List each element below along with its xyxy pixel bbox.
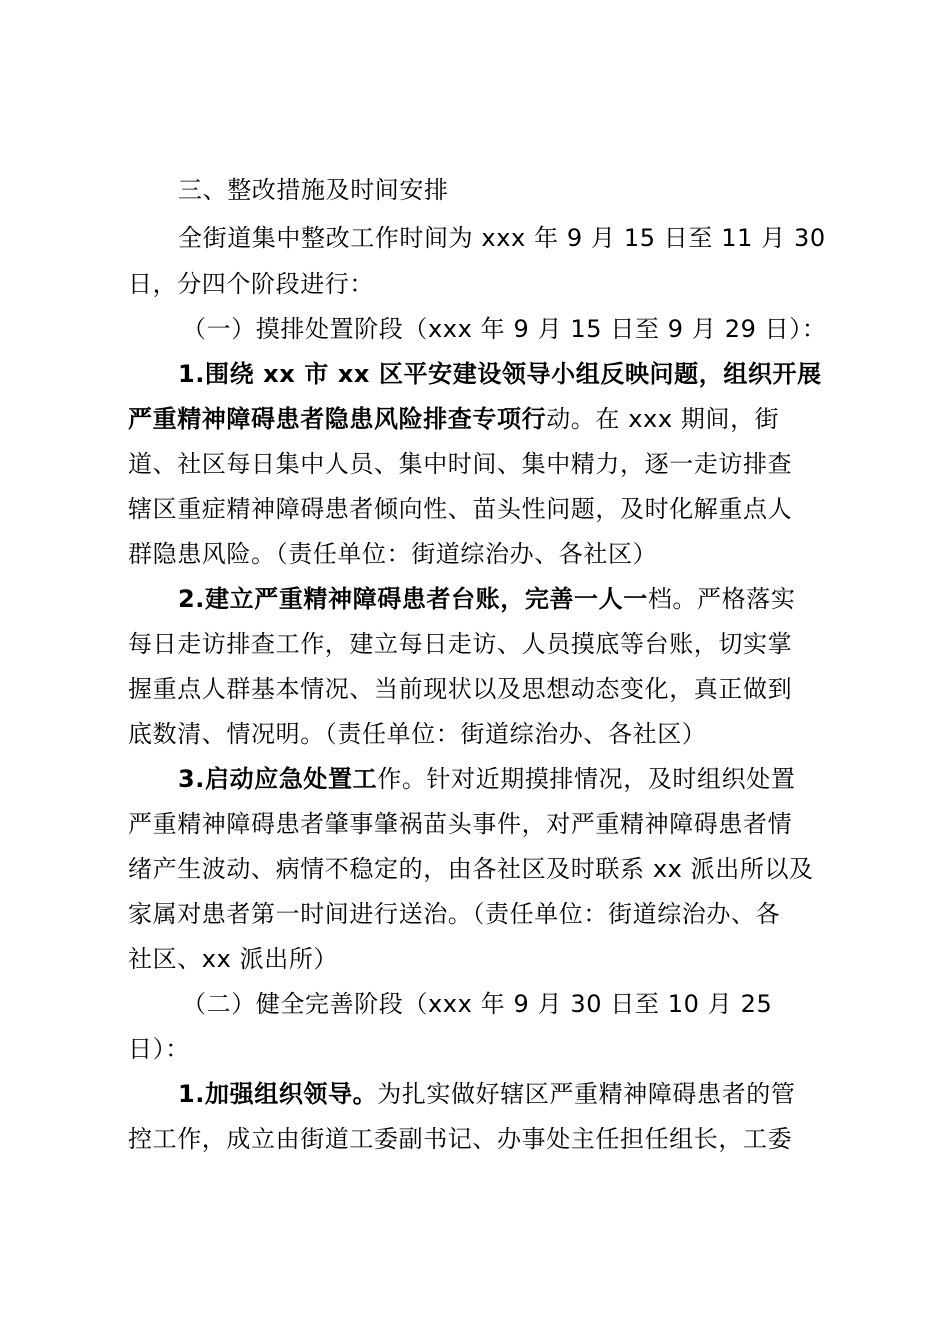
phase2-item1-line-1 xyxy=(178,1078,878,1110)
phase1-item1-line-3: 道、社区每日集中人员、集中时间、集中精力，逐一走访排查 xyxy=(128,450,793,478)
phase1-item3-line-3: 绪产生波动、病情不稳定的，由各社区及时联系 xx 派出所以及 xyxy=(128,855,814,883)
phase1-item3-line-4: 家属对患者第一时间进行送治。（责任单位：街道综治办、各 xyxy=(128,900,781,928)
phase1-item2-text: 档。严格落实 xyxy=(647,585,796,613)
phase1-title: （一）摸排处置阶段（xxx 年 9 月 15 日至 9 月 29 日）： xyxy=(182,315,827,343)
phase1-item1-line-4: 辖区重症精神障碍患者倾向性、苗头性问题，及时化解重点人 xyxy=(128,495,793,523)
phase1-item3-line-1 xyxy=(178,763,878,795)
phase2-title-line-2: 日）： xyxy=(128,1035,190,1063)
phase2-title-line-1: （二）健全完善阶段（xxx 年 9 月 30 日至 10 月 25 xyxy=(182,990,773,1018)
phase1-item3-line-2: 严重精神障碍患者肇事肇祸苗头事件，对严重精神障碍患者情 xyxy=(128,810,793,838)
phase1-item1-line-2 xyxy=(128,403,828,435)
phase1-item1-line-5: 群隐患风险。（责任单位：街道综治办、各社区） xyxy=(128,540,658,568)
phase1-item1-bold-heading: 严重精神障碍患者隐患风险排查专项行 xyxy=(128,405,547,433)
phase1-item3-text: 作。针对近期摸排情况，及时组织处置 xyxy=(377,765,796,793)
phase1-item2-line-2: 每日走访排查工作，建立每日走访、人员摸底等台账，切实掌 xyxy=(128,630,793,658)
phase2-item1-line-2: 控工作，成立由街道工委副书记、办事处主任担任组长，工委 xyxy=(128,1125,793,1153)
phase1-item3-line-5: 社区、xx 派出所） xyxy=(128,945,339,973)
phase1-item2-line-3: 握重点人群基本情况、当前现状以及思想动态变化，真正做到 xyxy=(128,675,793,703)
intro-paragraph-line-2: 日，分四个阶段进行： xyxy=(128,270,374,298)
section-heading: 三、整改措施及时间安排 xyxy=(178,176,449,204)
intro-paragraph-line-1: 全街道集中整改工作时间为 xxx 年 9 月 15 日至 11 月 30 xyxy=(178,224,826,252)
phase1-item1-text: 动。在 xxx 期间，街 xyxy=(546,405,780,433)
phase2-item1-bold-heading: 1.加强组织领导。 xyxy=(178,1080,378,1108)
phase1-item3-bold-heading: 3.启动应急处置工 xyxy=(178,765,378,793)
phase1-item2-line-4: 底数清、情况明。（责任单位：街道综治办、各社区） xyxy=(128,720,707,748)
phase2-item1-text: 为扎实做好辖区严重精神障碍患者的管 xyxy=(377,1080,796,1108)
phase1-item1-line-1: 1.围绕 xx 市 xx 区平安建设领导小组反映问题，组织开展 xyxy=(178,360,822,388)
phase1-item2-line-1 xyxy=(178,583,878,615)
phase1-item2-bold-heading: 2.建立严重精神障碍患者台账，完善一人一 xyxy=(178,585,648,613)
